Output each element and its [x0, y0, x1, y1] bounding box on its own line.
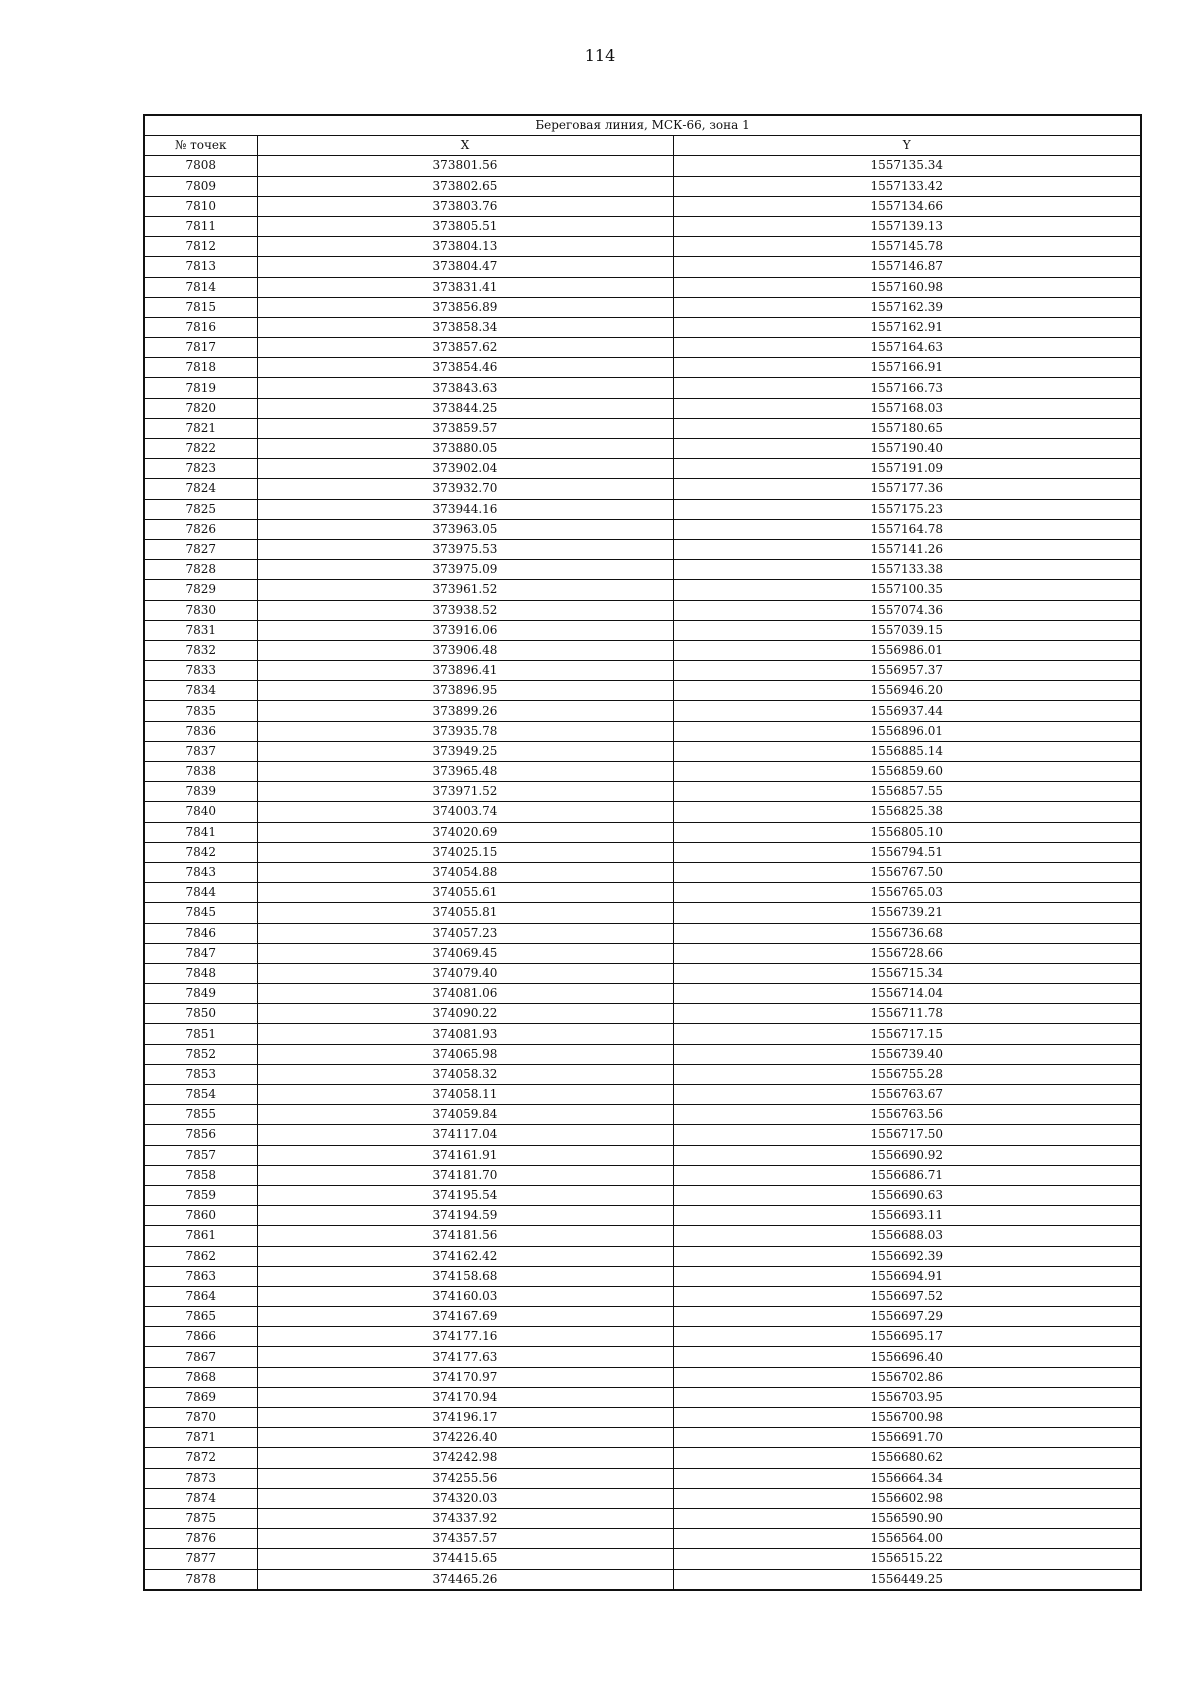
- y-coordinate-cell: 1556714.04: [673, 984, 1141, 1004]
- table-row: [144, 1549, 1141, 1569]
- x-coordinate-cell: 374195.54: [257, 1185, 673, 1205]
- x-coordinate-cell: 374161.91: [257, 1145, 673, 1165]
- point-number-cell: 7839: [144, 782, 257, 802]
- point-number-cell: 7840: [144, 802, 257, 822]
- point-number-cell: 7818: [144, 358, 257, 378]
- y-coordinate-cell: 1556690.63: [673, 1185, 1141, 1205]
- table-row: [144, 196, 1141, 216]
- point-number-cell: 7876: [144, 1529, 257, 1549]
- table-row: [144, 782, 1141, 802]
- x-coordinate-cell: 374054.88: [257, 862, 673, 882]
- point-number-cell: 7850: [144, 1004, 257, 1024]
- y-coordinate-cell: 1556693.11: [673, 1206, 1141, 1226]
- point-number-cell: 7877: [144, 1549, 257, 1569]
- point-number-cell: 7834: [144, 681, 257, 701]
- x-coordinate-cell: 374079.40: [257, 963, 673, 983]
- y-coordinate-cell: 1556697.29: [673, 1307, 1141, 1327]
- point-number-cell: 7875: [144, 1508, 257, 1528]
- x-coordinate-cell: 373803.76: [257, 196, 673, 216]
- x-coordinate-cell: 374357.57: [257, 1529, 673, 1549]
- point-number-cell: 7829: [144, 580, 257, 600]
- y-coordinate-cell: 1556697.52: [673, 1286, 1141, 1306]
- table-row: [144, 439, 1141, 459]
- x-coordinate-cell: 374181.56: [257, 1226, 673, 1246]
- page-number: 114: [584, 46, 616, 65]
- point-number-cell: 7835: [144, 701, 257, 721]
- table-row: [144, 1246, 1141, 1266]
- x-coordinate-cell: 373801.56: [257, 156, 673, 176]
- x-coordinate-cell: 374058.11: [257, 1085, 673, 1105]
- x-coordinate-cell: 373899.26: [257, 701, 673, 721]
- y-coordinate-cell: 1556739.40: [673, 1044, 1141, 1064]
- point-number-cell: 7810: [144, 196, 257, 216]
- x-coordinate-cell: 374181.70: [257, 1165, 673, 1185]
- y-coordinate-cell: 1556717.50: [673, 1125, 1141, 1145]
- x-coordinate-cell: 373805.51: [257, 216, 673, 236]
- y-coordinate-cell: 1557166.91: [673, 358, 1141, 378]
- x-coordinate-cell: 373938.52: [257, 600, 673, 620]
- point-number-cell: 7847: [144, 943, 257, 963]
- y-coordinate-cell: 1557191.09: [673, 459, 1141, 479]
- table-row: [144, 1448, 1141, 1468]
- table-row: [144, 862, 1141, 882]
- y-coordinate-cell: 1557074.36: [673, 600, 1141, 620]
- table-row: [144, 1569, 1141, 1590]
- x-coordinate-cell: 373844.25: [257, 398, 673, 418]
- x-coordinate-cell: 374160.03: [257, 1286, 673, 1306]
- y-coordinate-cell: 1557180.65: [673, 418, 1141, 438]
- table-row: [144, 1266, 1141, 1286]
- point-number-cell: 7816: [144, 317, 257, 337]
- y-coordinate-cell: 1557160.98: [673, 277, 1141, 297]
- x-coordinate-cell: 373902.04: [257, 459, 673, 479]
- point-number-cell: 7863: [144, 1266, 257, 1286]
- x-coordinate-cell: 374415.65: [257, 1549, 673, 1569]
- point-number-cell: 7808: [144, 156, 257, 176]
- y-coordinate-cell: 1556515.22: [673, 1549, 1141, 1569]
- y-coordinate-cell: 1556986.01: [673, 640, 1141, 660]
- x-coordinate-cell: 374196.17: [257, 1408, 673, 1428]
- point-number-cell: 7826: [144, 519, 257, 539]
- table-row: [144, 1004, 1141, 1024]
- table-row: [144, 802, 1141, 822]
- point-number-cell: 7873: [144, 1468, 257, 1488]
- y-coordinate-cell: 1557133.42: [673, 176, 1141, 196]
- table-row: [144, 984, 1141, 1004]
- point-number-cell: 7848: [144, 963, 257, 983]
- point-number-cell: 7867: [144, 1347, 257, 1367]
- table-row: [144, 156, 1141, 176]
- x-coordinate-cell: 374081.06: [257, 984, 673, 1004]
- y-coordinate-cell: 1556957.37: [673, 661, 1141, 681]
- x-coordinate-cell: 373963.05: [257, 519, 673, 539]
- x-coordinate-cell: 373857.62: [257, 338, 673, 358]
- table-body: [144, 156, 1141, 1590]
- y-coordinate-cell: 1556739.21: [673, 903, 1141, 923]
- table-row: [144, 701, 1141, 721]
- point-number-cell: 7832: [144, 640, 257, 660]
- table-row: [144, 519, 1141, 539]
- table-row: [144, 459, 1141, 479]
- point-number-cell: 7823: [144, 459, 257, 479]
- point-number-cell: 7827: [144, 539, 257, 559]
- y-coordinate-cell: 1557166.73: [673, 378, 1141, 398]
- table-row: [144, 216, 1141, 236]
- table-row: [144, 1468, 1141, 1488]
- table-row: [144, 661, 1141, 681]
- table-row: [144, 1327, 1141, 1347]
- point-number-cell: 7849: [144, 984, 257, 1004]
- x-coordinate-cell: 374117.04: [257, 1125, 673, 1145]
- table-row: [144, 560, 1141, 580]
- x-coordinate-cell: 374057.23: [257, 923, 673, 943]
- table-row: [144, 358, 1141, 378]
- table-row: [144, 418, 1141, 438]
- table-row: [144, 943, 1141, 963]
- point-number-cell: 7852: [144, 1044, 257, 1064]
- x-coordinate-cell: 373961.52: [257, 580, 673, 600]
- table-row: [144, 237, 1141, 257]
- table-row: [144, 338, 1141, 358]
- x-coordinate-cell: 374170.97: [257, 1367, 673, 1387]
- y-coordinate-cell: 1556763.56: [673, 1105, 1141, 1125]
- table-row: [144, 842, 1141, 862]
- x-coordinate-cell: 374177.16: [257, 1327, 673, 1347]
- point-number-cell: 7828: [144, 560, 257, 580]
- table-row: [144, 741, 1141, 761]
- table-title: Береговая линия, МСК-66, зона 1: [144, 115, 1141, 136]
- y-coordinate-cell: 1556695.17: [673, 1327, 1141, 1347]
- point-number-cell: 7872: [144, 1448, 257, 1468]
- table-row: [144, 1165, 1141, 1185]
- header-x: X: [257, 136, 673, 156]
- y-coordinate-cell: 1557100.35: [673, 580, 1141, 600]
- x-coordinate-cell: 373971.52: [257, 782, 673, 802]
- x-coordinate-cell: 374255.56: [257, 1468, 673, 1488]
- table-row: [144, 1206, 1141, 1226]
- table-row: [144, 1367, 1141, 1387]
- x-coordinate-cell: 373896.95: [257, 681, 673, 701]
- y-coordinate-cell: 1556825.38: [673, 802, 1141, 822]
- y-coordinate-cell: 1556736.68: [673, 923, 1141, 943]
- y-coordinate-cell: 1557133.38: [673, 560, 1141, 580]
- table-row: [144, 1307, 1141, 1327]
- table-title-row: [144, 115, 1141, 136]
- table-row: [144, 176, 1141, 196]
- point-number-cell: 7825: [144, 499, 257, 519]
- point-number-cell: 7846: [144, 923, 257, 943]
- x-coordinate-cell: 374170.94: [257, 1387, 673, 1407]
- y-coordinate-cell: 1556691.70: [673, 1428, 1141, 1448]
- table-row: [144, 1428, 1141, 1448]
- point-number-cell: 7859: [144, 1185, 257, 1205]
- point-number-cell: 7869: [144, 1387, 257, 1407]
- x-coordinate-cell: 374320.03: [257, 1488, 673, 1508]
- x-coordinate-cell: 374055.81: [257, 903, 673, 923]
- y-coordinate-cell: 1556885.14: [673, 741, 1141, 761]
- x-coordinate-cell: 373802.65: [257, 176, 673, 196]
- y-coordinate-cell: 1556805.10: [673, 822, 1141, 842]
- y-coordinate-cell: 1556728.66: [673, 943, 1141, 963]
- table-row: [144, 600, 1141, 620]
- table-row: [144, 762, 1141, 782]
- x-coordinate-cell: 374167.69: [257, 1307, 673, 1327]
- x-coordinate-cell: 373804.47: [257, 257, 673, 277]
- x-coordinate-cell: 374337.92: [257, 1508, 673, 1528]
- y-coordinate-cell: 1556794.51: [673, 842, 1141, 862]
- point-number-cell: 7866: [144, 1327, 257, 1347]
- x-coordinate-cell: 374158.68: [257, 1266, 673, 1286]
- y-coordinate-cell: 1556937.44: [673, 701, 1141, 721]
- point-number-cell: 7812: [144, 237, 257, 257]
- point-number-cell: 7822: [144, 439, 257, 459]
- table-row: [144, 903, 1141, 923]
- x-coordinate-cell: 373854.46: [257, 358, 673, 378]
- x-coordinate-cell: 374081.93: [257, 1024, 673, 1044]
- y-coordinate-cell: 1556717.15: [673, 1024, 1141, 1044]
- point-number-cell: 7858: [144, 1165, 257, 1185]
- x-coordinate-cell: 373906.48: [257, 640, 673, 660]
- y-coordinate-cell: 1557039.15: [673, 620, 1141, 640]
- y-coordinate-cell: 1557139.13: [673, 216, 1141, 236]
- point-number-cell: 7860: [144, 1206, 257, 1226]
- point-number-cell: 7857: [144, 1145, 257, 1165]
- x-coordinate-cell: 374069.45: [257, 943, 673, 963]
- point-number-cell: 7842: [144, 842, 257, 862]
- table-row: [144, 620, 1141, 640]
- table-row: [144, 681, 1141, 701]
- table-row: [144, 1145, 1141, 1165]
- y-coordinate-cell: 1556692.39: [673, 1246, 1141, 1266]
- point-number-cell: 7820: [144, 398, 257, 418]
- table-row: [144, 1286, 1141, 1306]
- x-coordinate-cell: 373975.09: [257, 560, 673, 580]
- y-coordinate-cell: 1557134.66: [673, 196, 1141, 216]
- table-row: [144, 398, 1141, 418]
- table-row: [144, 883, 1141, 903]
- header-point-number: № точек: [144, 136, 257, 156]
- x-coordinate-cell: 373856.89: [257, 297, 673, 317]
- point-number-cell: 7815: [144, 297, 257, 317]
- y-coordinate-cell: 1556755.28: [673, 1064, 1141, 1084]
- point-number-cell: 7878: [144, 1569, 257, 1590]
- point-number-cell: 7864: [144, 1286, 257, 1306]
- table-row: [144, 580, 1141, 600]
- x-coordinate-cell: 373859.57: [257, 418, 673, 438]
- point-number-cell: 7855: [144, 1105, 257, 1125]
- y-coordinate-cell: 1556449.25: [673, 1569, 1141, 1590]
- x-coordinate-cell: 374055.61: [257, 883, 673, 903]
- point-number-cell: 7821: [144, 418, 257, 438]
- table-row: [144, 1347, 1141, 1367]
- point-number-cell: 7844: [144, 883, 257, 903]
- x-coordinate-cell: 374058.32: [257, 1064, 673, 1084]
- table-row: [144, 1226, 1141, 1246]
- y-coordinate-cell: 1557135.34: [673, 156, 1141, 176]
- y-coordinate-cell: 1557175.23: [673, 499, 1141, 519]
- x-coordinate-cell: 373804.13: [257, 237, 673, 257]
- point-number-cell: 7836: [144, 721, 257, 741]
- table-row: [144, 1105, 1141, 1125]
- table-row: [144, 317, 1141, 337]
- table-row: [144, 378, 1141, 398]
- y-coordinate-cell: 1556690.92: [673, 1145, 1141, 1165]
- point-number-cell: 7851: [144, 1024, 257, 1044]
- table-row: [144, 257, 1141, 277]
- table-row: [144, 1488, 1141, 1508]
- y-coordinate-cell: 1556590.90: [673, 1508, 1141, 1528]
- x-coordinate-cell: 374465.26: [257, 1569, 673, 1590]
- y-coordinate-cell: 1556702.86: [673, 1367, 1141, 1387]
- y-coordinate-cell: 1556696.40: [673, 1347, 1141, 1367]
- y-coordinate-cell: 1556896.01: [673, 721, 1141, 741]
- point-number-cell: 7865: [144, 1307, 257, 1327]
- point-number-cell: 7841: [144, 822, 257, 842]
- x-coordinate-cell: 373975.53: [257, 539, 673, 559]
- table-row: [144, 1024, 1141, 1044]
- header-y: Y: [673, 136, 1141, 156]
- table-row: [144, 499, 1141, 519]
- x-coordinate-cell: 373944.16: [257, 499, 673, 519]
- point-number-cell: 7861: [144, 1226, 257, 1246]
- table-row: [144, 1125, 1141, 1145]
- x-coordinate-cell: 374090.22: [257, 1004, 673, 1024]
- point-number-cell: 7838: [144, 762, 257, 782]
- y-coordinate-cell: 1557168.03: [673, 398, 1141, 418]
- x-coordinate-cell: 373880.05: [257, 439, 673, 459]
- point-number-cell: 7817: [144, 338, 257, 358]
- x-coordinate-cell: 373916.06: [257, 620, 673, 640]
- x-coordinate-cell: 373949.25: [257, 741, 673, 761]
- point-number-cell: 7809: [144, 176, 257, 196]
- y-coordinate-cell: 1556664.34: [673, 1468, 1141, 1488]
- point-number-cell: 7814: [144, 277, 257, 297]
- x-coordinate-cell: 374242.98: [257, 1448, 673, 1468]
- y-coordinate-cell: 1556602.98: [673, 1488, 1141, 1508]
- y-coordinate-cell: 1556686.71: [673, 1165, 1141, 1185]
- x-coordinate-cell: 373932.70: [257, 479, 673, 499]
- point-number-cell: 7833: [144, 661, 257, 681]
- table-row: [144, 1185, 1141, 1205]
- y-coordinate-cell: 1556688.03: [673, 1226, 1141, 1246]
- point-number-cell: 7868: [144, 1367, 257, 1387]
- y-coordinate-cell: 1556765.03: [673, 883, 1141, 903]
- table-row: [144, 963, 1141, 983]
- point-number-cell: 7871: [144, 1428, 257, 1448]
- x-coordinate-cell: 374003.74: [257, 802, 673, 822]
- x-coordinate-cell: 373831.41: [257, 277, 673, 297]
- point-number-cell: 7843: [144, 862, 257, 882]
- y-coordinate-cell: 1556946.20: [673, 681, 1141, 701]
- coordinates-table: [143, 114, 1142, 1591]
- point-number-cell: 7862: [144, 1246, 257, 1266]
- y-coordinate-cell: 1557141.26: [673, 539, 1141, 559]
- x-coordinate-cell: 373935.78: [257, 721, 673, 741]
- y-coordinate-cell: 1556763.67: [673, 1085, 1141, 1105]
- table-row: [144, 1508, 1141, 1528]
- y-coordinate-cell: 1557145.78: [673, 237, 1141, 257]
- x-coordinate-cell: 374020.69: [257, 822, 673, 842]
- table-row: [144, 1085, 1141, 1105]
- table-row: [144, 1408, 1141, 1428]
- point-number-cell: 7845: [144, 903, 257, 923]
- point-number-cell: 7831: [144, 620, 257, 640]
- y-coordinate-cell: 1557146.87: [673, 257, 1141, 277]
- point-number-cell: 7870: [144, 1408, 257, 1428]
- x-coordinate-cell: 374177.63: [257, 1347, 673, 1367]
- x-coordinate-cell: 373843.63: [257, 378, 673, 398]
- point-number-cell: 7830: [144, 600, 257, 620]
- point-number-cell: 7813: [144, 257, 257, 277]
- point-number-cell: 7824: [144, 479, 257, 499]
- y-coordinate-cell: 1556700.98: [673, 1408, 1141, 1428]
- y-coordinate-cell: 1556715.34: [673, 963, 1141, 983]
- point-number-cell: 7854: [144, 1085, 257, 1105]
- table-row: [144, 1387, 1141, 1407]
- x-coordinate-cell: 374059.84: [257, 1105, 673, 1125]
- y-coordinate-cell: 1556859.60: [673, 762, 1141, 782]
- y-coordinate-cell: 1557164.63: [673, 338, 1141, 358]
- x-coordinate-cell: 374194.59: [257, 1206, 673, 1226]
- y-coordinate-cell: 1557190.40: [673, 439, 1141, 459]
- table-row: [144, 539, 1141, 559]
- x-coordinate-cell: 374065.98: [257, 1044, 673, 1064]
- table-row: [144, 640, 1141, 660]
- table-row: [144, 721, 1141, 741]
- table-row: [144, 297, 1141, 317]
- x-coordinate-cell: 373896.41: [257, 661, 673, 681]
- y-coordinate-cell: 1557164.78: [673, 519, 1141, 539]
- point-number-cell: 7819: [144, 378, 257, 398]
- x-coordinate-cell: 373965.48: [257, 762, 673, 782]
- x-coordinate-cell: 374162.42: [257, 1246, 673, 1266]
- y-coordinate-cell: 1557162.39: [673, 297, 1141, 317]
- table-row: [144, 923, 1141, 943]
- point-number-cell: 7811: [144, 216, 257, 236]
- y-coordinate-cell: 1556711.78: [673, 1004, 1141, 1024]
- point-number-cell: 7856: [144, 1125, 257, 1145]
- table-row: [144, 822, 1141, 842]
- point-number-cell: 7837: [144, 741, 257, 761]
- table-row: [144, 1064, 1141, 1084]
- x-coordinate-cell: 374226.40: [257, 1428, 673, 1448]
- x-coordinate-cell: 374025.15: [257, 842, 673, 862]
- point-number-cell: 7874: [144, 1488, 257, 1508]
- y-coordinate-cell: 1556564.00: [673, 1529, 1141, 1549]
- y-coordinate-cell: 1556694.91: [673, 1266, 1141, 1286]
- point-number-cell: 7853: [144, 1064, 257, 1084]
- y-coordinate-cell: 1556680.62: [673, 1448, 1141, 1468]
- table-row: [144, 1044, 1141, 1064]
- y-coordinate-cell: 1557177.36: [673, 479, 1141, 499]
- table-row: [144, 479, 1141, 499]
- table-header-row: [144, 136, 1141, 156]
- table-row: [144, 277, 1141, 297]
- y-coordinate-cell: 1556703.95: [673, 1387, 1141, 1407]
- y-coordinate-cell: 1557162.91: [673, 317, 1141, 337]
- table-row: [144, 1529, 1141, 1549]
- y-coordinate-cell: 1556857.55: [673, 782, 1141, 802]
- y-coordinate-cell: 1556767.50: [673, 862, 1141, 882]
- x-coordinate-cell: 373858.34: [257, 317, 673, 337]
